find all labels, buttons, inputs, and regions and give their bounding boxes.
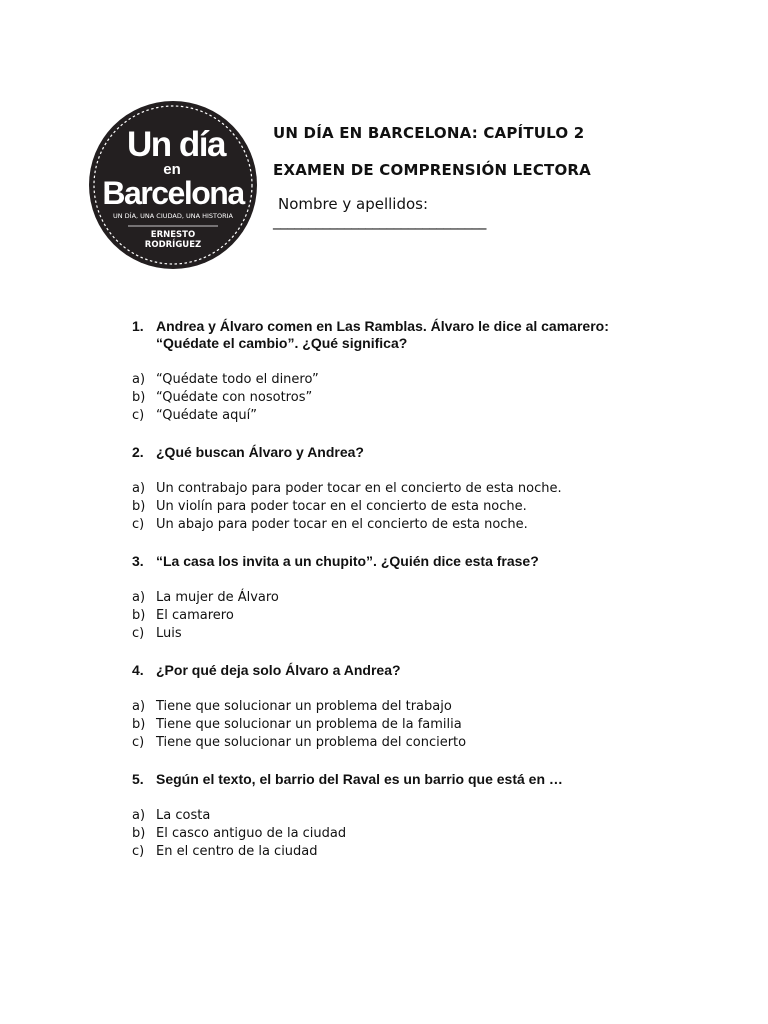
answer-option	[132, 407, 672, 425]
answer-option	[132, 716, 672, 734]
option-text: “Quédate con nosotros”	[156, 390, 313, 405]
question-number: 1.	[132, 318, 144, 334]
answer-option	[132, 698, 672, 716]
question-2	[132, 444, 672, 534]
question-number: 3.	[132, 553, 144, 569]
option-text: La mujer de Álvaro	[156, 590, 279, 605]
document-subtitle: EXAMEN DE COMPRENSIÓN LECTORA	[273, 161, 591, 179]
answer-option	[132, 389, 672, 407]
logo-title-line1: Un día	[127, 125, 225, 164]
option-text: Tiene que solucionar un problema de la familia	[156, 717, 462, 732]
option-text: “Quédate todo el dinero”	[156, 372, 319, 387]
option-text: En el centro de la ciudad	[156, 844, 318, 859]
option-text: El camarero	[156, 608, 234, 623]
question-5	[132, 771, 672, 861]
option-letter: c)	[132, 408, 145, 423]
question-text	[132, 662, 672, 679]
question-number: 2.	[132, 444, 144, 460]
answer-option	[132, 625, 672, 643]
option-letter: b)	[132, 826, 146, 841]
question-number: 4.	[132, 662, 144, 678]
question-text	[132, 444, 672, 461]
option-text: Un violín para poder tocar en el concierto de esta noche.	[156, 499, 527, 514]
question-text	[132, 771, 672, 788]
answer-option	[132, 480, 672, 498]
question-body: ¿Qué buscan Álvaro y Andrea?	[156, 444, 364, 460]
question-text	[132, 553, 672, 570]
option-text: Tiene que solucionar un problema del trabajo	[156, 699, 452, 714]
option-text: El casco antiguo de la ciudad	[156, 826, 347, 841]
answer-option	[132, 498, 672, 516]
option-letter: b)	[132, 608, 146, 623]
answer-option	[132, 843, 672, 861]
option-letter: a)	[132, 590, 146, 605]
answer-option	[132, 607, 672, 625]
logo-tagline: UN DÍA, UNA CIUDAD, UNA HISTORIA	[112, 212, 234, 220]
option-text: Un abajo para poder tocar en el concierto de esta noche.	[156, 517, 528, 532]
option-letter: c)	[132, 626, 145, 641]
logo-author-last: RODRÍGUEZ	[144, 240, 202, 250]
option-text: Luis	[156, 626, 182, 641]
document-title: UN DÍA EN BARCELONA: CAPÍTULO 2	[273, 124, 585, 142]
option-letter: a)	[132, 481, 146, 496]
option-letter: c)	[132, 735, 145, 750]
option-text: “Quédate aquí”	[156, 408, 257, 423]
option-letter: a)	[132, 699, 146, 714]
question-1	[132, 318, 672, 425]
logo-title-line2: en	[163, 161, 181, 178]
option-letter: c)	[132, 517, 145, 532]
answer-option	[132, 807, 672, 825]
document-header	[273, 124, 591, 229]
answer-option	[132, 734, 672, 752]
option-letter: b)	[132, 499, 146, 514]
question-text	[132, 318, 672, 352]
answer-option	[132, 825, 672, 843]
question-4	[132, 662, 672, 752]
option-letter: b)	[132, 717, 146, 732]
book-logo	[88, 100, 258, 270]
option-text: La costa	[156, 808, 211, 823]
logo-title-line3: Barcelona	[102, 175, 244, 211]
option-letter: b)	[132, 390, 146, 405]
answer-option	[132, 589, 672, 607]
question-body: Según el texto, el barrio del Raval es un barrio que está en …	[156, 771, 563, 787]
logo-author-first: ERNESTO	[150, 230, 196, 240]
question-number: 5.	[132, 771, 144, 787]
option-letter: a)	[132, 808, 146, 823]
option-letter: c)	[132, 844, 145, 859]
option-text: Un contrabajo para poder tocar en el concierto de esta noche.	[156, 481, 562, 496]
option-text: Tiene que solucionar un problema del concierto	[156, 735, 467, 750]
question-body: Andrea y Álvaro comen en Las Ramblas. Álvaro le dice al camarero: “Quédate el cambio”. ¿Qué significa?	[156, 318, 609, 351]
option-letter: a)	[132, 372, 146, 387]
question-body: ¿Por qué deja solo Álvaro a Andrea?	[156, 662, 401, 678]
name-label: Nombre y apellidos:	[278, 195, 429, 213]
question-list	[132, 318, 672, 880]
answer-option	[132, 371, 672, 389]
answer-option	[132, 516, 672, 534]
question-body: “La casa los invita a un chupito”. ¿Quién dice esta frase?	[156, 553, 539, 569]
name-blank-line: ______________________________	[273, 212, 487, 230]
question-3	[132, 553, 672, 643]
